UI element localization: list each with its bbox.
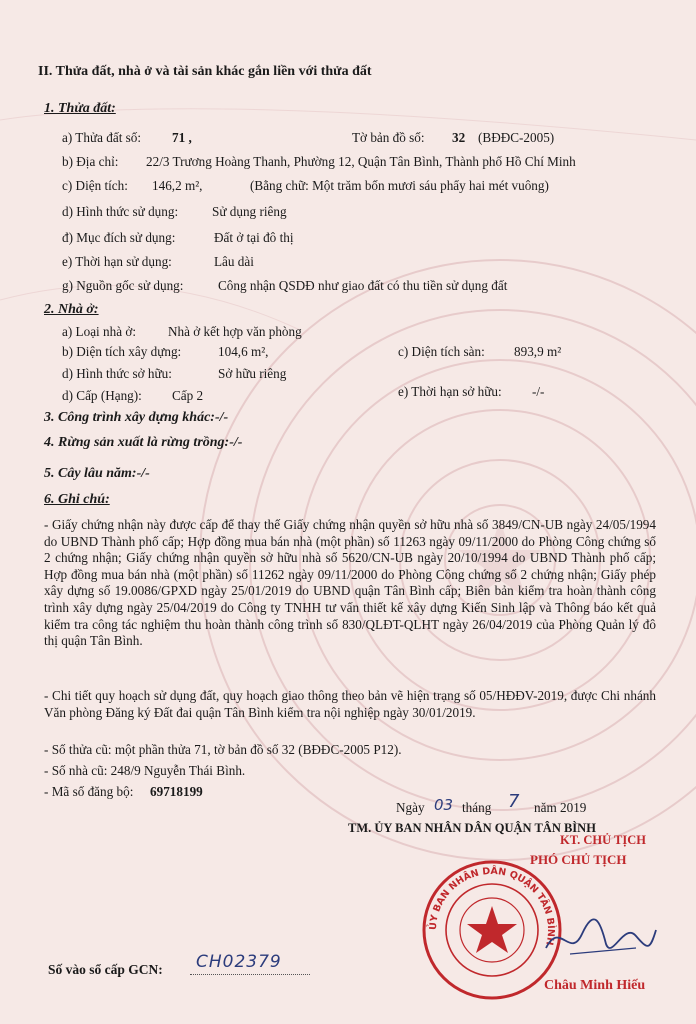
note-old-house-number: - Số nhà cũ: 248/9 Nguyễn Thái Bình. <box>44 763 246 778</box>
issuing-committee: TM. ỦY BAN NHÂN DÂN QUẬN TÂN BÌNH <box>348 821 596 835</box>
parcel-value: 71 , <box>172 130 192 145</box>
note-planning: - Chi tiết quy hoạch sử dụng đất, quy hoạch giao thông theo bản vẽ hiện trạng số 05/HĐĐV-2019, được Chi nhánh Văn phòng Đăng ký Đất đai quận Tân Bình kiểm tra nội nghiệp ngày 30/01/2019. <box>44 688 656 720</box>
usage-form-value: Sử dụng riêng <box>212 204 287 219</box>
date-month-label: tháng <box>462 800 492 815</box>
area-in-words: (Bằng chữ: Một trăm bốn mươi sáu phẩy hai mét vuông) <box>250 178 549 193</box>
house-heading: 2. Nhà ở: <box>44 302 99 317</box>
area-label: c) Diện tích: <box>62 178 128 193</box>
note-replacement: - Giấy chứng nhận này được cấp để thay thế Giấy chứng nhận quyền sở hữu nhà số 3849/CN-UB ngày 24/05/1994 do UBND Thành phố cấp; Hợp đồng mua bán nhà (một phần) số 11263 ngày 09/11/2000 do Phòng Công chứng số 2 chứng nhận; Giấy chứng nhận quyền sở hữu nhà số 5620/CN-UB ngày 20/10/1994 do UBND Thành phố cấp; Hợp đồng mua bán nhà (một phần) số 11262 ngày 09/11/2000 do Phòng Công chứng số 2 chứng nhận; Giấy phép xây dựng số 19.0086/GPXD ngày 25/01/2019 do UBND quận Tân Bình cấp; Biên bản kiểm tra hoàn thành công trình xây dựng ngày 25/04/2019 do Công ty TNHH tư vấn thiết kế xây dựng Kiến Sinh lập và Thông báo kết quả kiểm tra công tác nghiệm thu hoàn thành công trình số 830/QLĐT-QLHT ngày 26/04/2019 của Phòng Quản lý đô thị quận Tân Bình. <box>44 517 656 649</box>
perennial-trees-heading: 5. Cây lâu năm:-/- <box>44 466 150 481</box>
map-sheet-value: 32 <box>452 130 466 145</box>
area-value: 146,2 m², <box>152 178 203 193</box>
purpose-label: đ) Mục đích sử dụng: <box>62 230 176 245</box>
usage-form-label: d) Hình thức sử dụng: <box>62 204 179 219</box>
vice-chairman-title: PHÓ CHỦ TỊCH <box>530 852 627 867</box>
floor-area-value: 893,9 m² <box>514 344 562 359</box>
ownership-value: Sở hữu riêng <box>218 366 287 381</box>
land-heading: 1. Thửa đất: <box>44 101 116 116</box>
purpose-value: Đất ở tại đô thị <box>214 230 294 245</box>
registry-number: CH02379 <box>196 952 282 972</box>
map-sheet-label: Tờ bản đồ số: <box>352 130 425 145</box>
ownership-label: d) Hình thức sở hữu: <box>62 366 172 381</box>
handwritten-signature <box>540 900 660 970</box>
grade-value: Cấp 2 <box>172 388 204 403</box>
date-prefix: Ngày <box>396 800 425 815</box>
address-value: 22/3 Trương Hoàng Thanh, Phường 12, Quận Tân Bình, Thành phố Hồ Chí Minh <box>146 154 576 169</box>
seal-ring-text: ỦY BAN NHÂN DÂN QUẬN TÂN BÌNH <box>427 865 557 947</box>
kt-chairman: KT. CHỦ TỊCH <box>560 833 647 847</box>
house-type-value: Nhà ở kết hợp văn phòng <box>168 324 302 339</box>
duration-value: Lâu dài <box>214 254 254 269</box>
origin-label: g) Nguồn gốc sử dụng: <box>62 278 184 293</box>
house-type-label: a) Loại nhà ở: <box>62 324 136 339</box>
other-construction-heading: 3. Công trình xây dựng khác:-/- <box>44 410 229 425</box>
address-label: b) Địa chỉ: <box>62 154 119 169</box>
parcel-label: a) Thửa đất số: <box>62 130 142 145</box>
build-area-value: 104,6 m², <box>218 344 269 359</box>
registry-dotted-line <box>190 974 310 975</box>
floor-area-label: c) Diện tích sàn: <box>398 344 485 359</box>
grade-label: d) Cấp (Hạng): <box>62 388 142 403</box>
own-term-label: e) Thời hạn sở hữu: <box>398 384 502 399</box>
duration-label: e) Thời hạn sử dụng: <box>62 254 172 269</box>
planted-forest-heading: 4. Rừng sản xuất là rừng trồng:-/- <box>44 435 243 450</box>
note-old-parcel: - Số thửa cũ: một phần thửa 71, tờ bản đồ số 32 (BĐĐC-2005 P12). <box>44 742 402 757</box>
date-year: năm 2019 <box>534 800 587 815</box>
map-sheet-ref: (BĐĐC-2005) <box>478 130 555 145</box>
notes-heading: 6. Ghi chú: <box>44 492 110 507</box>
note-registry-code-label: - Mã số đăng bộ: <box>44 784 134 799</box>
date-day: 03 <box>434 796 454 814</box>
origin-value: Công nhận QSDĐ như giao đất có thu tiền sử dụng đất <box>218 278 508 293</box>
own-term-value: -/- <box>532 384 545 399</box>
section-title: II. Thửa đất, nhà ở và tài sản khác gắn liền với thửa đất <box>38 64 372 79</box>
registry-label: Số vào sổ cấp GCN: <box>48 962 163 977</box>
build-area-label: b) Diện tích xây dựng: <box>62 344 182 359</box>
date-month: 7 <box>508 791 520 812</box>
note-registry-code-value: 69718199 <box>150 784 203 799</box>
signer-name: Châu Minh Hiếu <box>544 978 646 993</box>
